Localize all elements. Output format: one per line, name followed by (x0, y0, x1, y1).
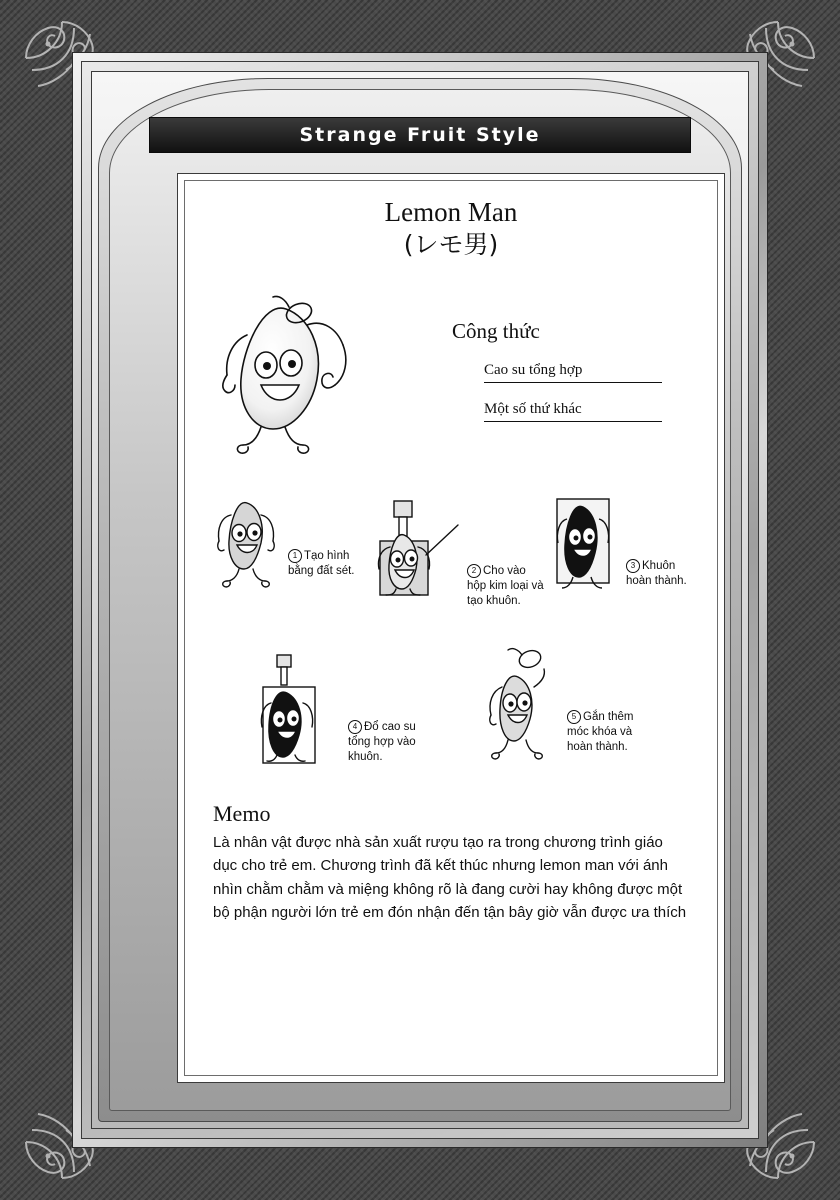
steps-row-bottom (211, 641, 691, 791)
step-2-illustration (366, 485, 462, 625)
step-caption (288, 549, 366, 579)
step-5-illustration (478, 641, 562, 771)
step-caption (348, 720, 426, 766)
step-caption-text: Gắn thêm móc khóa và hoàn thành. (567, 710, 634, 754)
step-number-badge: 5 (567, 710, 581, 724)
steps-row-top (211, 485, 691, 635)
step-item (366, 485, 545, 625)
step-caption (567, 710, 645, 756)
banner-title: Strange Fruit Style (299, 124, 541, 146)
recipe-item: Một số thứ khác (484, 401, 662, 422)
step-number-badge: 4 (348, 720, 362, 734)
step-caption-text: Tạo hình bằng đất sét. (288, 549, 355, 578)
step-1-illustration (211, 485, 283, 595)
step-caption-text: Cho vào hộp kim loại và tạo khuôn. (467, 564, 544, 608)
recipe-heading: Công thức (452, 319, 540, 344)
poster-frame-outer (72, 52, 768, 1148)
step-item (247, 641, 426, 781)
step-caption (626, 559, 704, 589)
memo-text: Là nhân vật được nhà sản xuất rượu tạo ra trong chương trình giáo dục cho trẻ em. Chương trình đã kết thúc nhưng lemon man với ánh nhìn chằm chằm và miệng không rõ là đang cười hay không được một bộ phận người lớn trẻ em đón nhận đến tận bây giờ vẫn được ưa thích (213, 834, 687, 921)
recipe-item: Cao su tổng hợp (484, 362, 662, 383)
memo-heading: Memo (213, 801, 271, 827)
poster-frame-middle (81, 61, 759, 1139)
page-title-japanese: (レモ男) (403, 230, 499, 260)
step-number-badge: 2 (467, 564, 481, 578)
steps-section (211, 485, 691, 791)
step-caption-text: Đổ cao su tổng hợp vào khuôn. (348, 720, 416, 764)
step-4-illustration (247, 641, 343, 781)
content-card-inner (184, 180, 718, 1076)
title-banner (149, 117, 691, 153)
step-item (478, 641, 645, 771)
poster-frame-inner (91, 71, 749, 1129)
step-item (211, 485, 366, 595)
step-number-badge: 3 (626, 559, 640, 573)
content-card (177, 173, 725, 1083)
page-title: Lemon Man (384, 197, 518, 227)
step-3-illustration (545, 485, 621, 605)
step-number-badge: 1 (288, 549, 302, 563)
recipe-block (426, 279, 691, 479)
lemon-man-illustration (211, 279, 426, 479)
step-item (545, 485, 704, 605)
hero-section (211, 279, 691, 479)
arched-plaque (98, 78, 742, 1122)
step-caption-text: Khuôn hoàn thành. (626, 559, 687, 588)
step-caption (467, 564, 545, 610)
